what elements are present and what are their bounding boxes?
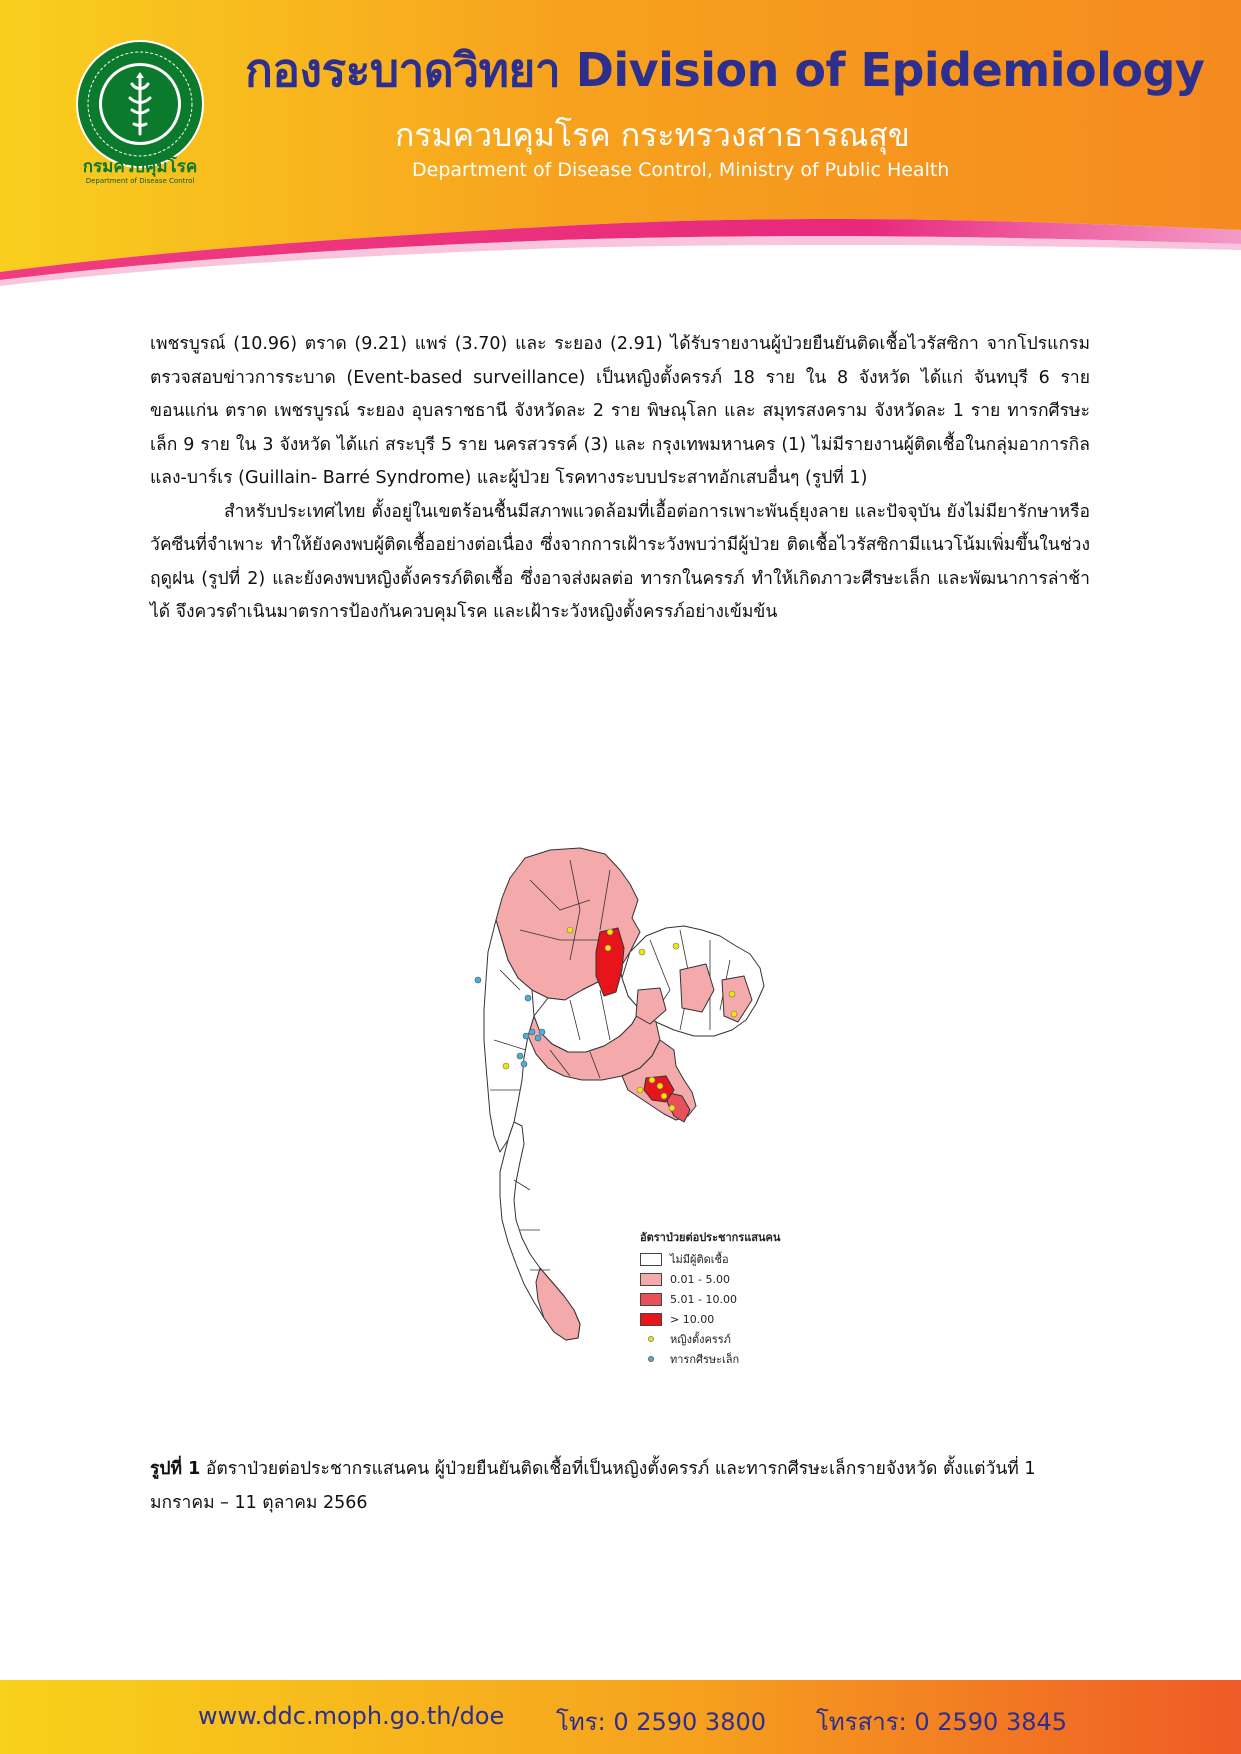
pregnant-marker bbox=[657, 1083, 663, 1089]
pregnant-marker bbox=[637, 1087, 643, 1093]
pregnant-marker bbox=[669, 1105, 675, 1111]
pregnant-marker bbox=[639, 949, 645, 955]
pregnant-marker bbox=[731, 1011, 737, 1017]
footer-website-link[interactable]: www.ddc.moph.go.th/doe bbox=[198, 1702, 505, 1730]
legend-item-low bbox=[640, 1269, 880, 1289]
map-legend bbox=[640, 1230, 880, 1369]
footer-fax: โทรสาร: 0 2590 3845 bbox=[816, 1708, 1068, 1736]
pregnant-marker bbox=[567, 927, 573, 933]
seal-caption-thai: กรมควบคุมโรค bbox=[82, 157, 198, 177]
page-header bbox=[0, 0, 1241, 290]
microcephaly-marker bbox=[535, 1035, 541, 1041]
figure-label: รูปที่ 1 bbox=[150, 1459, 201, 1479]
pregnant-marker bbox=[503, 1063, 509, 1069]
legend-label: ทารกศีรษะเล็ก bbox=[670, 1353, 740, 1366]
legend-item-no-infection bbox=[640, 1249, 880, 1269]
legend-dot-pregnant bbox=[648, 1336, 654, 1342]
figure-caption bbox=[150, 1453, 1090, 1520]
microcephaly-marker bbox=[517, 1053, 523, 1059]
microcephaly-marker bbox=[529, 1029, 535, 1035]
legend-item-pregnant bbox=[640, 1329, 880, 1349]
report-body bbox=[150, 328, 1090, 630]
map-region-lower-south bbox=[536, 1268, 580, 1340]
legend-swatch bbox=[640, 1253, 662, 1266]
microcephaly-marker bbox=[525, 995, 531, 1001]
seal-caption-english: Department of Disease Control bbox=[85, 177, 195, 185]
figure-caption-text: อัตราป่วยต่อประชากรแสนคน ผู้ป่วยยืนยันติดเชื้อที่เป็นหญิงตั้งครรภ์ และทารกศีรษะเล็กรายจังหวัด ตั้งแต่วันที่ 1 มกราคม – 11 ตุลาคม 2566 bbox=[150, 1459, 1036, 1513]
legend-item-high bbox=[640, 1309, 880, 1329]
pregnant-marker bbox=[607, 929, 613, 935]
legend-item-medium bbox=[640, 1289, 880, 1309]
microcephaly-marker bbox=[523, 1033, 529, 1039]
legend-label: 0.01 - 5.00 bbox=[670, 1272, 730, 1286]
department-title-english: Department of Disease Control, Ministry of Public Health bbox=[412, 159, 950, 181]
legend-swatch bbox=[640, 1293, 662, 1306]
legend-label: 5.01 - 10.00 bbox=[670, 1292, 737, 1306]
legend-label: > 10.00 bbox=[670, 1312, 715, 1326]
microcephaly-marker bbox=[475, 977, 481, 983]
division-title: กองระบาดวิทยา Division of Epidemiology bbox=[245, 43, 1205, 97]
legend-label: ไม่มีผู้ติดเชื้อ bbox=[670, 1253, 729, 1266]
seal-caption bbox=[60, 157, 220, 186]
legend-title: อัตราป่วยต่อประชากรแสนคน bbox=[640, 1231, 781, 1244]
paragraph-1: เพชรบูรณ์ (10.96) ตราด (9.21) แพร่ (3.70) และ ระยอง (2.91) ได้รับรายงานผู้ป่วยยืนยันติดเชื้อไวรัสซิกา จากโปรแกรมตรวจสอบข่าวการระบาด (Event-based surveillance) เป็นหญิงตั้งครรภ์ 18 ราย ใน 8 จังหวัด ได้แก่ จันทบุรี 6 ราย ขอนแก่น ตราด เพชรบูรณ์ ระยอง อุบลราชธานี จังหวัดละ 2 ราย พิษณุโลก และ สมุทรสงคราม จังหวัดละ 1 ราย ทารกศีรษะเล็ก 9 ราย ใน 3 จังหวัด ได้แก่ สระบุรี 5 ราย นครสวรรค์ (3) และ กรุงเทพมหานคร (1) ไม่มีรายงานผู้ติดเชื้อในกลุ่มอาการกิลแลง-บาร์เร (Guillain- Barré Syndrome) และผู้ป่วย โรคทางระบบประสาทอักเสบอื่นๆ (รูปที่ 1) bbox=[150, 334, 1090, 488]
legend-swatch bbox=[640, 1313, 662, 1326]
pregnant-marker bbox=[673, 943, 679, 949]
page-footer bbox=[0, 1680, 1241, 1754]
paragraph-2: สำหรับประเทศไทย ตั้งอยู่ในเขตร้อนชื้นมีสภาพแวดล้อมที่เอื้อต่อการเพาะพันธุ์ยุงลาย และปัจจุบัน ยังไม่มียารักษาหรือวัคซีนที่จำเพาะ ทำให้ยังคงพบผู้ติดเชื้ออย่างต่อเนื่อง ซึ่งจากการเฝ้าระวังพบว่ามีผู้ป่วย ติดเชื้อไวรัสซิกามีแนวโน้มเพิ่มขึ้นในช่วงฤดูฝน (รูปที่ 2) และยังคงพบหญิงตั้งครรภ์ติดเชื้อ ซึ่งอาจส่งผลต่อ ทารกในครรภ์ ทำให้เกิดภาวะศีรษะเล็ก และพัฒนาการล่าช้าได้ จึงควรดำเนินมาตรการป้องกันควบคุมโรค และเฝ้าระวังหญิงตั้งครรภ์อย่างเข้มข้น bbox=[150, 501, 1090, 622]
pregnant-marker bbox=[605, 945, 611, 951]
microcephaly-marker bbox=[539, 1029, 545, 1035]
pregnant-marker bbox=[649, 1077, 655, 1083]
pregnant-marker bbox=[661, 1093, 667, 1099]
legend-label: หญิงตั้งครรภ์ bbox=[670, 1333, 731, 1346]
legend-item-microcephaly bbox=[640, 1349, 880, 1369]
footer-phone: โทร: 0 2590 3800 bbox=[556, 1708, 766, 1736]
ministry-seal-logo bbox=[74, 38, 206, 170]
microcephaly-marker bbox=[521, 1061, 527, 1067]
legend-swatch bbox=[640, 1273, 662, 1286]
pregnant-marker bbox=[729, 991, 735, 997]
department-title-thai: กรมควบคุมโรค กระทรวงสาธารณสุข bbox=[395, 116, 910, 154]
legend-dot-microcephaly bbox=[648, 1356, 654, 1362]
